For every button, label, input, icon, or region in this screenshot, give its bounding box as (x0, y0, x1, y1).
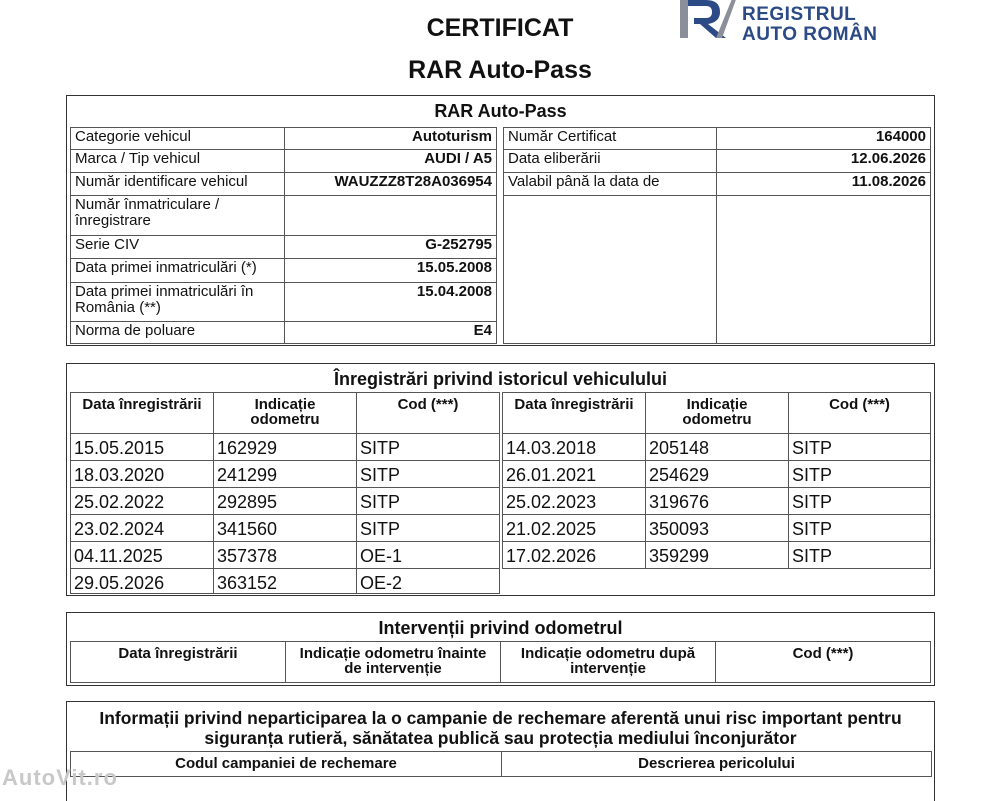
value-issue-date: 12.06.2026 (716, 149, 931, 173)
label-certificate-number: Număr Certificat (503, 127, 717, 150)
history-cell: SITP (788, 541, 931, 569)
interventions-section (66, 612, 935, 686)
value-civ-series: G-252795 (284, 235, 497, 259)
history-cell: 15.05.2015 (70, 433, 214, 461)
history-cell: 350093 (645, 514, 789, 542)
label-valid-until: Valabil până la data de (503, 172, 717, 196)
interventions-section-header: Intervenții privind odometrul (378, 618, 623, 638)
label-make-type: Marca / Tip vehicul (70, 149, 285, 173)
history-cell: 319676 (645, 487, 789, 515)
history-cell: 241299 (213, 460, 357, 488)
recall-section (66, 701, 935, 801)
history-cell: SITP (356, 487, 500, 515)
value-emission-norm: E4 (284, 321, 497, 344)
value-first-registration-romania: 15.04.2008 (284, 282, 497, 322)
vehicle-section-header: RAR Auto-Pass (434, 101, 567, 121)
history-cell: 292895 (213, 487, 357, 515)
certificate-title: CERTIFICAT (426, 14, 574, 42)
empty-cell-right (716, 195, 931, 344)
history-cell: 341560 (213, 514, 357, 542)
label-vehicle-category: Categorie vehicul (70, 127, 285, 150)
history-cell: SITP (788, 514, 931, 542)
recall-section-header: Informații privind neparticiparea la o campanie de rechemare aferentă unui risc important pentru siguranța rutieră, sănătatea publică sau protecția mediului înconjurător (99, 708, 902, 748)
recall-col-hazard-description: Descrierea pericolului (501, 751, 932, 777)
history-cell: SITP (788, 487, 931, 515)
history-cell: 363152 (213, 568, 357, 594)
history-cell: 26.01.2021 (502, 460, 646, 488)
value-valid-until: 11.08.2026 (716, 172, 931, 196)
history-cell: SITP (356, 433, 500, 461)
history-cell: SITP (356, 460, 500, 488)
history-cell: 162929 (213, 433, 357, 461)
history-cell: SITP (788, 460, 931, 488)
history-col-odometer-1: Indicație odometru (213, 392, 357, 434)
history-cell: 29.05.2026 (70, 568, 214, 594)
label-emission-norm: Norma de poluare (70, 321, 285, 344)
history-cell: 18.03.2020 (70, 460, 214, 488)
label-registration-number: Număr înmatriculare / înregistrare (70, 195, 285, 236)
label-vin: Număr identificare vehicul (70, 172, 285, 196)
certificate-subtitle: RAR Auto-Pass (408, 56, 592, 84)
history-col-code-1: Cod (***) (356, 392, 500, 434)
history-cell: 21.02.2025 (502, 514, 646, 542)
vehicle-section (66, 95, 935, 346)
interventions-col-before: Indicație odometru înainte de intervenție (285, 641, 501, 683)
history-cell: 17.02.2026 (502, 541, 646, 569)
value-vin: WAUZZZ8T28A036954 (284, 172, 497, 196)
label-issue-date: Data eliberării (503, 149, 717, 173)
history-section (66, 363, 935, 596)
watermark: AutoVit.ro (2, 765, 118, 790)
history-cell: 14.03.2018 (502, 433, 646, 461)
history-cell: OE-2 (356, 568, 500, 594)
logo-line-2: AUTO ROMÂN (742, 24, 878, 45)
value-vehicle-category: Autoturism (284, 127, 497, 150)
value-certificate-number: 164000 (716, 127, 931, 150)
history-cell: 254629 (645, 460, 789, 488)
history-cell: 23.02.2024 (70, 514, 214, 542)
history-col-code-2: Cod (***) (788, 392, 931, 434)
recall-col-campaign-code: Codul campaniei de rechemare (70, 751, 502, 777)
label-first-registration-romania: Data primei inmatriculări în România (**) (70, 282, 285, 322)
logo-line-1: REGISTRUL (742, 4, 857, 25)
rar-logo-icon (676, 0, 738, 44)
history-cell: 359299 (645, 541, 789, 569)
value-registration-number (284, 195, 497, 236)
history-cell: 25.02.2023 (502, 487, 646, 515)
label-civ-series: Serie CIV (70, 235, 285, 259)
empty-cell-left (503, 195, 717, 344)
value-make-type: AUDI / A5 (284, 149, 497, 173)
rar-logo (676, 0, 996, 48)
history-col-date-1: Data înregistrării (70, 392, 214, 434)
history-col-odometer-2: Indicație odometru (645, 392, 789, 434)
history-cell: SITP (788, 433, 931, 461)
label-first-registration: Data primei inmatriculări (*) (70, 258, 285, 283)
history-cell: OE-1 (356, 541, 500, 569)
history-cell: 25.02.2022 (70, 487, 214, 515)
interventions-col-code: Cod (***) (715, 641, 931, 683)
interventions-col-after: Indicație odometru după intervenție (500, 641, 716, 683)
history-cell: SITP (356, 514, 500, 542)
history-cell: 357378 (213, 541, 357, 569)
history-cell: 205148 (645, 433, 789, 461)
history-col-date-2: Data înregistrării (502, 392, 646, 434)
interventions-col-date: Data înregistrării (70, 641, 286, 683)
value-first-registration: 15.05.2008 (284, 258, 497, 283)
history-cell: 04.11.2025 (70, 541, 214, 569)
history-section-header: Înregistrări privind istoricul vehiculului (333, 369, 668, 389)
